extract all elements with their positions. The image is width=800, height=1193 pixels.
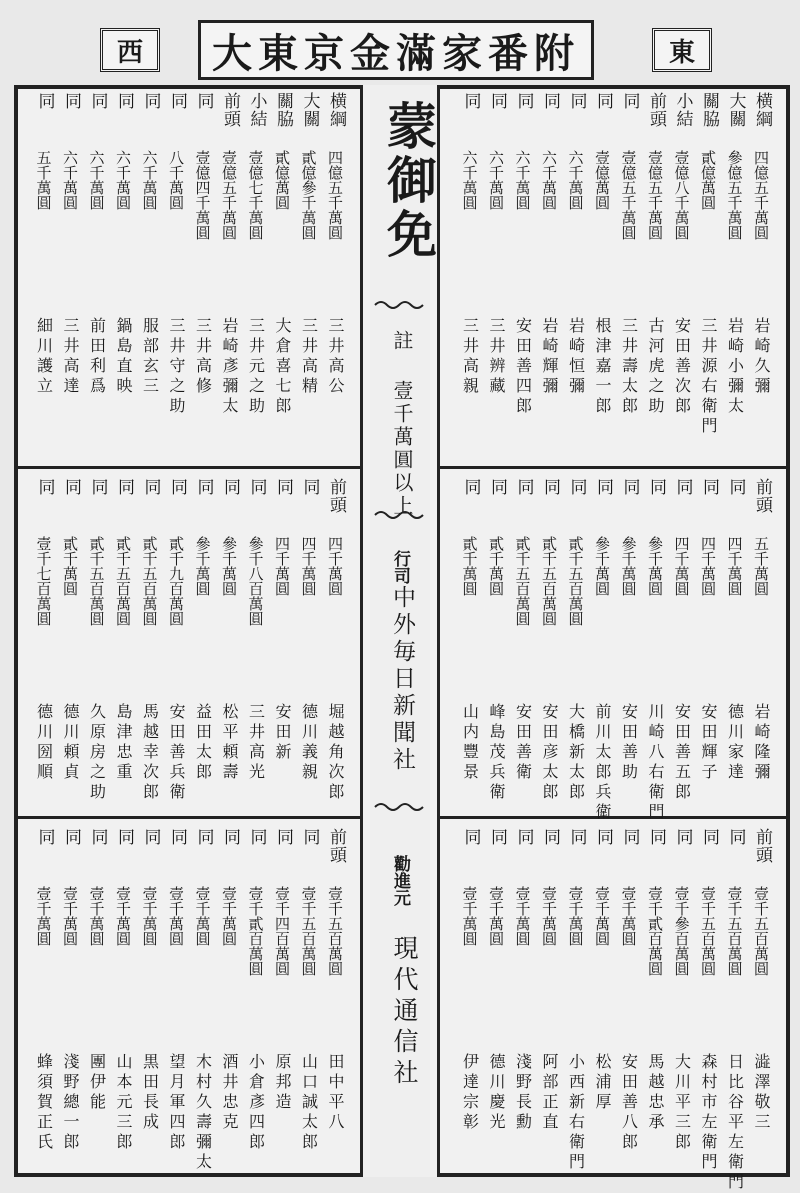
person-name: 安田彦太郎: [540, 703, 559, 803]
person-name: 伊達宗彰: [460, 1053, 480, 1133]
person-name: 益田太郎: [193, 703, 213, 783]
gyoji-label: 行司: [390, 550, 410, 584]
rank-label: 前頭: [220, 92, 240, 128]
person-name: 山本元三郎: [114, 1053, 133, 1153]
gomen-heading: 蒙御免: [379, 100, 438, 262]
wealth-amount: 貳億萬圓: [273, 150, 291, 210]
person-name: 安田善五郎: [672, 703, 692, 803]
wealth-amount: 壹千萬圓: [220, 886, 238, 946]
rank-label: 同: [246, 828, 267, 846]
person-name: 原邦造: [273, 1053, 292, 1113]
wealth-amount: 六千萬圓: [61, 150, 79, 210]
wealth-amount: 貳千九百萬圓: [167, 536, 185, 626]
wealth-amount: 壹千五百萬圓: [725, 886, 744, 976]
person-name: 松浦厚: [593, 1053, 612, 1113]
rank-label: 同: [167, 478, 187, 496]
wealth-amount: 壹千五百萬圓: [699, 886, 717, 976]
wealth-amount: 貳千五百萬圓: [140, 536, 159, 626]
rank-label: 同: [34, 478, 55, 496]
person-name: 山口誠太郎: [299, 1053, 319, 1153]
rank-label: 横綱: [752, 92, 772, 128]
person-name: 團伊能: [87, 1053, 107, 1113]
rank-label: 同: [513, 828, 534, 846]
person-name: 阿部正直: [540, 1053, 559, 1133]
wealth-amount: 四千萬圓: [699, 536, 717, 596]
rank-label: 同: [193, 92, 214, 110]
rank-label: 小結: [672, 92, 693, 128]
rank-label: 同: [619, 92, 640, 110]
rank-label: 同: [460, 478, 481, 496]
person-name: 安田善助: [619, 703, 639, 783]
rank-label: 前頭: [326, 828, 346, 864]
person-name: 三井源右衛門: [699, 317, 718, 437]
rank-label: 同: [34, 92, 55, 110]
rank-label: 同: [619, 828, 640, 846]
person-name: 日比谷平左衛門: [725, 1053, 745, 1193]
person-name: 安田新: [273, 703, 292, 763]
person-name: 三井辨藏: [487, 317, 506, 397]
wealth-amount: 貳千萬圓: [487, 536, 505, 596]
rank-label: 同: [460, 828, 481, 846]
wealth-amount: 壹千萬圓: [61, 886, 79, 946]
rank-label: 同: [566, 828, 587, 846]
person-name: 古河虎之助: [646, 317, 665, 417]
rank-label: 同: [646, 828, 666, 846]
wealth-amount: 壹千萬圓: [513, 886, 532, 946]
person-name: 根津嘉一郎: [593, 317, 612, 417]
rank-label: 前頭: [326, 478, 346, 514]
wealth-amount: 壹千五百萬圓: [299, 886, 318, 976]
wealth-amount: 參千萬圓: [619, 536, 638, 596]
rank-label: 同: [593, 478, 613, 496]
person-name: 前川太郎兵衛: [593, 703, 612, 823]
person-name: 細川護立: [34, 317, 54, 397]
person-name: 島津忠重: [114, 703, 133, 783]
wealth-amount: 壹億七千萬圓: [246, 150, 265, 240]
rank-label: 同: [699, 478, 719, 496]
wealth-amount: 貳千萬圓: [460, 536, 479, 596]
person-name: 黒田長成: [140, 1053, 160, 1133]
person-name: 安田輝子: [699, 703, 718, 783]
rank-label: 同: [299, 478, 320, 496]
wealth-amount: 參千萬圓: [593, 536, 611, 596]
rank-label: 同: [513, 92, 534, 110]
person-name: 大倉喜七郎: [273, 317, 292, 417]
wealth-amount: 壹千萬圓: [193, 886, 212, 946]
person-name: 三井高光: [246, 703, 266, 783]
rank-label: 同: [140, 92, 161, 110]
rank-label: 小結: [246, 92, 267, 128]
wealth-amount: 壹千萬圓: [460, 886, 479, 946]
wealth-amount: 四千萬圓: [725, 536, 744, 596]
rank-label: 前頭: [646, 92, 666, 128]
wealth-amount: 六千萬圓: [487, 150, 505, 210]
wealth-amount: 壹千萬圓: [114, 886, 132, 946]
person-name: 川崎八右衛門: [646, 703, 665, 823]
person-name: 馬越忠承: [646, 1053, 665, 1133]
rank-label: 同: [699, 828, 719, 846]
person-name: 堀越角次郎: [326, 703, 345, 803]
person-name: 久原房之助: [87, 703, 107, 803]
rank-label: 同: [114, 828, 134, 846]
east-label: 東: [652, 28, 712, 72]
person-name: 安田善四郎: [513, 317, 533, 417]
person-name: 德川圀順: [34, 703, 54, 783]
person-name: 望月軍四郎: [167, 1053, 186, 1153]
rank-label: 同: [672, 478, 693, 496]
person-name: 三井高公: [326, 317, 345, 397]
wealth-amount: 四千萬圓: [273, 536, 291, 596]
wealth-amount: 壹千五百萬圓: [752, 886, 770, 976]
rank-label: 同: [61, 478, 81, 496]
page-title: 大東京金滿家番附: [198, 20, 594, 80]
rank-label: 横綱: [326, 92, 346, 128]
wealth-amount: 四千萬圓: [326, 536, 344, 596]
wealth-amount: 參千萬圓: [646, 536, 664, 596]
rank-label: 同: [87, 92, 108, 110]
wealth-amount: 壹億八千萬圓: [672, 150, 691, 240]
wealth-amount: 壹千萬圓: [593, 886, 611, 946]
wealth-amount: 四億五千萬圓: [752, 150, 770, 240]
wealth-amount: 六千萬圓: [87, 150, 106, 210]
rank-label: 關脇: [699, 92, 719, 128]
wealth-amount: 八千萬圓: [167, 150, 185, 210]
person-name: 德川頼貞: [61, 703, 80, 783]
person-name: 岩崎彥彌太: [220, 317, 239, 417]
wealth-amount: 參億五千萬圓: [725, 150, 744, 240]
rank-label: 同: [619, 478, 640, 496]
person-name: 安田善次郎: [672, 317, 692, 417]
rank-label: 同: [167, 92, 187, 110]
person-name: 淺野總一郎: [61, 1053, 80, 1153]
wealth-amount: 壹千貳百萬圓: [646, 886, 664, 976]
rank-label: 同: [193, 828, 214, 846]
person-name: 三井高精: [299, 317, 319, 397]
person-name: 德川義親: [299, 703, 319, 783]
person-name: 三井高達: [61, 317, 80, 397]
rank-label: 同: [167, 828, 187, 846]
rank-label: 同: [87, 478, 108, 496]
person-name: 三井高親: [460, 317, 480, 397]
wave-divider: [373, 508, 427, 522]
wealth-amount: 壹億四千萬圓: [193, 150, 212, 240]
person-name: 三井壽太郎: [619, 317, 639, 417]
rank-label: 同: [487, 478, 507, 496]
rank-label: 同: [246, 478, 267, 496]
person-name: 德川慶光: [487, 1053, 506, 1133]
person-name: 大川平三郎: [672, 1053, 692, 1153]
wealth-amount: 壹千萬圓: [34, 886, 53, 946]
person-name: 木村久壽彌太: [193, 1053, 213, 1173]
person-name: 岩崎久彌: [752, 317, 771, 397]
person-name: 岩崎隆彌: [752, 703, 771, 783]
rank-label: 同: [725, 828, 746, 846]
rank-label: 同: [672, 828, 693, 846]
person-name: 松平頼壽: [220, 703, 239, 783]
wealth-amount: 壹億萬圓: [593, 150, 611, 210]
wealth-amount: 壹千萬圓: [87, 886, 106, 946]
rank-label: 同: [193, 478, 214, 496]
kanjinmoto-label: 勸進元: [390, 855, 410, 906]
publisher-name: 中外毎日新聞社: [389, 585, 415, 774]
wealth-amount: 壹億五千萬圓: [619, 150, 638, 240]
wealth-amount: 六千萬圓: [566, 150, 585, 210]
wealth-amount: 貳億萬圓: [699, 150, 717, 210]
person-name: 小西新右衛門: [566, 1053, 586, 1173]
rank-label: 同: [140, 828, 161, 846]
rank-label: 同: [566, 92, 587, 110]
rank-label: 同: [273, 478, 293, 496]
person-name: 酒井忠克: [220, 1053, 239, 1133]
rank-label: 同: [487, 92, 507, 110]
note-text: 註 壹千萬圓以上: [390, 330, 414, 518]
person-name: 小倉彥四郎: [246, 1053, 266, 1153]
person-name: 岩崎恒彌: [566, 317, 586, 397]
person-name: 三井守之助: [167, 317, 186, 417]
person-name: 馬越幸次郎: [140, 703, 160, 803]
rank-label: 同: [61, 92, 81, 110]
person-name: 三井高修: [193, 317, 213, 397]
rank-label: 同: [513, 478, 534, 496]
sponsor-name: 現代通信社: [390, 935, 419, 1090]
wave-divider: [373, 800, 427, 814]
person-name: 大橋新太郎: [566, 703, 586, 803]
rank-label: 同: [593, 828, 613, 846]
wealth-amount: 四億五千萬圓: [326, 150, 344, 240]
person-name: 澁澤敬三: [752, 1053, 771, 1133]
wealth-amount: 貳千五百萬圓: [566, 536, 585, 626]
wealth-amount: 六千萬圓: [114, 150, 132, 210]
rank-label: 同: [140, 478, 161, 496]
person-name: 安田善衛: [513, 703, 533, 783]
person-name: 田中平八: [326, 1053, 345, 1133]
rank-label: 同: [273, 828, 293, 846]
wealth-amount: 壹千四百萬圓: [273, 886, 291, 976]
person-name: 服部玄三: [140, 317, 160, 397]
person-name: 森村市左衛門: [699, 1053, 718, 1173]
wealth-amount: 壹億五千萬圓: [220, 150, 238, 240]
wealth-amount: 四千萬圓: [672, 536, 691, 596]
wealth-amount: 壹千萬圓: [487, 886, 505, 946]
wealth-amount: 貳千五百萬圓: [114, 536, 132, 626]
wealth-amount: 貳億參千萬圓: [299, 150, 318, 240]
wealth-amount: 貳千萬圓: [61, 536, 79, 596]
rank-label: 同: [566, 478, 587, 496]
rank-label: 同: [540, 478, 560, 496]
rank-label: 同: [540, 828, 560, 846]
rank-label: 同: [34, 828, 55, 846]
wealth-amount: 五千萬圓: [34, 150, 53, 210]
person-name: 鍋島直映: [114, 317, 133, 397]
wealth-amount: 壹千萬圓: [167, 886, 185, 946]
rank-label: 同: [220, 478, 240, 496]
rank-label: 大關: [299, 92, 320, 128]
wealth-amount: 貳千五百萬圓: [513, 536, 532, 626]
west-label: 西: [100, 28, 160, 72]
wealth-amount: 六千萬圓: [460, 150, 479, 210]
wealth-amount: 壹千萬圓: [540, 886, 558, 946]
person-name: 岩崎輝彌: [540, 317, 559, 397]
rank-label: 同: [487, 828, 507, 846]
wealth-amount: 六千萬圓: [513, 150, 532, 210]
rank-label: 同: [87, 828, 108, 846]
section-divider: [440, 466, 790, 469]
person-name: 安田善兵衛: [167, 703, 186, 803]
wealth-amount: 壹千貳百萬圓: [246, 886, 265, 976]
wealth-amount: 五千萬圓: [752, 536, 770, 596]
wealth-amount: 六千萬圓: [540, 150, 558, 210]
rank-label: 大關: [725, 92, 746, 128]
person-name: 德川家達: [725, 703, 745, 783]
wealth-amount: 四千萬圓: [299, 536, 318, 596]
person-name: 峰島茂兵衛: [487, 703, 506, 803]
rank-label: 前頭: [752, 478, 772, 514]
wealth-amount: 壹億五千萬圓: [646, 150, 664, 240]
wealth-amount: 參千萬圓: [220, 536, 238, 596]
rank-label: 同: [593, 92, 613, 110]
rank-label: 同: [725, 478, 746, 496]
wealth-amount: 壹千萬圓: [619, 886, 638, 946]
person-name: 三井元之助: [246, 317, 266, 417]
rank-label: 同: [220, 828, 240, 846]
wealth-amount: 參千萬圓: [193, 536, 212, 596]
wealth-amount: 壹千萬圓: [140, 886, 159, 946]
person-name: 山内豐景: [460, 703, 480, 783]
rank-label: 同: [299, 828, 320, 846]
wealth-amount: 參千八百萬圓: [246, 536, 265, 626]
rank-label: 同: [61, 828, 81, 846]
wealth-amount: 壹千萬圓: [566, 886, 585, 946]
rank-label: 前頭: [752, 828, 772, 864]
wealth-amount: 六千萬圓: [140, 150, 159, 210]
rank-label: 同: [114, 478, 134, 496]
rank-label: 同: [646, 478, 666, 496]
wealth-amount: 貳千五百萬圓: [87, 536, 106, 626]
wealth-amount: 壹千五百萬圓: [326, 886, 344, 976]
person-name: 安田善八郎: [619, 1053, 639, 1153]
wealth-amount: 壹千七百萬圓: [34, 536, 53, 626]
rank-label: 關脇: [273, 92, 293, 128]
person-name: 前田利爲: [87, 317, 107, 397]
rank-label: 同: [540, 92, 560, 110]
section-divider: [14, 466, 360, 469]
wealth-amount: 貳千五百萬圓: [540, 536, 558, 626]
person-name: 蜂須賀正氏: [34, 1053, 54, 1153]
wave-divider: [373, 298, 427, 312]
wealth-amount: 壹千參百萬圓: [672, 886, 691, 976]
rank-label: 同: [114, 92, 134, 110]
person-name: 岩崎小彌太: [725, 317, 745, 417]
person-name: 淺野長勳: [513, 1053, 533, 1133]
rank-label: 同: [460, 92, 481, 110]
